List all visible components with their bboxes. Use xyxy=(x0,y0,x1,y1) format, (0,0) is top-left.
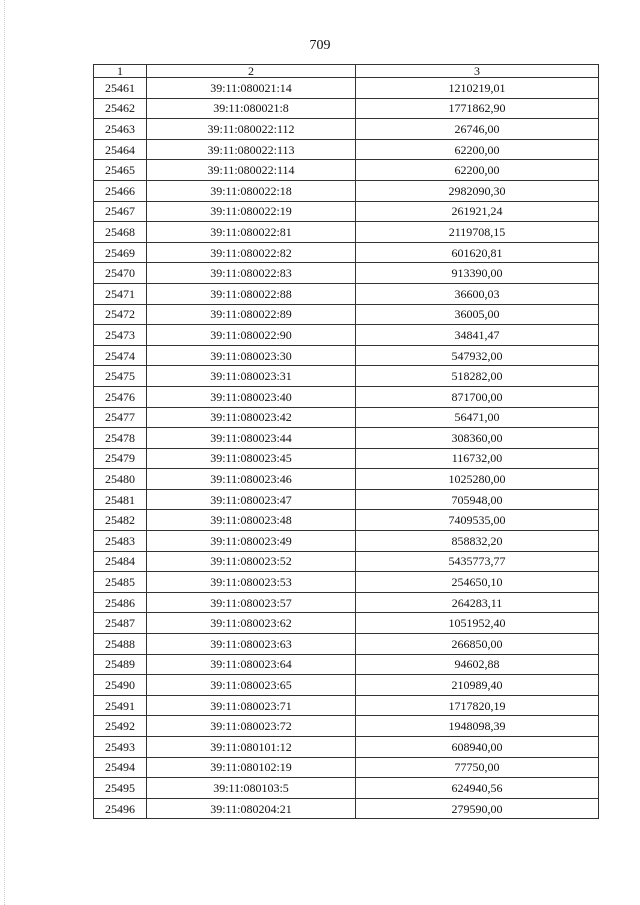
row-number-cell: 25469 xyxy=(94,242,147,263)
row-number-cell: 25465 xyxy=(94,160,147,181)
cadastral-number-cell: 39:11:080023:53 xyxy=(147,572,356,593)
row-number-cell: 25475 xyxy=(94,366,147,387)
cadastral-number-cell: 39:11:080023:42 xyxy=(147,407,356,428)
value-cell: 1717820,19 xyxy=(356,695,599,716)
value-cell: 547932,00 xyxy=(356,345,599,366)
row-number-cell: 25463 xyxy=(94,119,147,140)
row-number-cell: 25462 xyxy=(94,98,147,119)
value-cell: 608940,00 xyxy=(356,737,599,758)
cadastral-number-cell: 39:11:080023:40 xyxy=(147,386,356,407)
table-row xyxy=(94,716,599,737)
page-number: 709 xyxy=(309,38,331,53)
value-cell: 871700,00 xyxy=(356,386,599,407)
column-header-1: 1 xyxy=(94,65,147,78)
row-number-cell: 25464 xyxy=(94,139,147,160)
row-number-cell: 25474 xyxy=(94,345,147,366)
row-number-cell: 25466 xyxy=(94,180,147,201)
row-number-cell: 25489 xyxy=(94,654,147,675)
row-number-cell: 25481 xyxy=(94,489,147,510)
cadastral-number-cell: 39:11:080103:5 xyxy=(147,778,356,799)
cadastral-number-cell: 39:11:080023:71 xyxy=(147,695,356,716)
value-cell: 5435773,77 xyxy=(356,551,599,572)
data-table-container xyxy=(93,64,598,819)
cadastral-number-cell: 39:11:080022:81 xyxy=(147,222,356,243)
row-number-cell: 25472 xyxy=(94,304,147,325)
value-cell: 308360,00 xyxy=(356,428,599,449)
value-cell: 264283,11 xyxy=(356,592,599,613)
row-number-cell: 25478 xyxy=(94,428,147,449)
table-row xyxy=(94,139,599,160)
table-row xyxy=(94,510,599,531)
row-number-cell: 25471 xyxy=(94,283,147,304)
table-row xyxy=(94,572,599,593)
table-row xyxy=(94,448,599,469)
cadastral-number-cell: 39:11:080023:52 xyxy=(147,551,356,572)
table-row xyxy=(94,675,599,696)
table-header-row xyxy=(94,65,599,78)
value-cell: 624940,56 xyxy=(356,778,599,799)
table-row xyxy=(94,386,599,407)
row-number-cell: 25491 xyxy=(94,695,147,716)
value-cell: 266850,00 xyxy=(356,634,599,655)
value-cell: 1771862,90 xyxy=(356,98,599,119)
row-number-cell: 25479 xyxy=(94,448,147,469)
column-header-2: 2 xyxy=(147,65,356,78)
table-row xyxy=(94,695,599,716)
table-row xyxy=(94,654,599,675)
table-row xyxy=(94,613,599,634)
table-row xyxy=(94,283,599,304)
value-cell: 858832,20 xyxy=(356,531,599,552)
row-number-cell: 25496 xyxy=(94,798,147,819)
row-number-cell: 25487 xyxy=(94,613,147,634)
row-number-cell: 25473 xyxy=(94,325,147,346)
row-number-cell: 25480 xyxy=(94,469,147,490)
value-cell: 36600,03 xyxy=(356,283,599,304)
cadastral-number-cell: 39:11:080022:19 xyxy=(147,201,356,222)
table-row xyxy=(94,592,599,613)
cadastral-number-cell: 39:11:080022:88 xyxy=(147,283,356,304)
value-cell: 7409535,00 xyxy=(356,510,599,531)
table-row xyxy=(94,634,599,655)
row-number-cell: 25494 xyxy=(94,757,147,778)
table-row xyxy=(94,180,599,201)
row-number-cell: 25477 xyxy=(94,407,147,428)
value-cell: 36005,00 xyxy=(356,304,599,325)
cadastral-number-cell: 39:11:080023:44 xyxy=(147,428,356,449)
table-row xyxy=(94,469,599,490)
table-row xyxy=(94,757,599,778)
table-row xyxy=(94,119,599,140)
value-cell: 77750,00 xyxy=(356,757,599,778)
table-row xyxy=(94,201,599,222)
table-row xyxy=(94,78,599,99)
cadastral-number-cell: 39:11:080022:90 xyxy=(147,325,356,346)
table-row xyxy=(94,263,599,284)
cadastral-number-cell: 39:11:080023:48 xyxy=(147,510,356,531)
table-row xyxy=(94,242,599,263)
row-number-cell: 25470 xyxy=(94,263,147,284)
table-row xyxy=(94,160,599,181)
table-row xyxy=(94,428,599,449)
cadastral-number-cell: 39:11:080022:83 xyxy=(147,263,356,284)
cadastral-number-cell: 39:11:080101:12 xyxy=(147,737,356,758)
value-cell: 913390,00 xyxy=(356,263,599,284)
row-number-cell: 25482 xyxy=(94,510,147,531)
cadastral-number-cell: 39:11:080022:113 xyxy=(147,139,356,160)
column-header-3: 3 xyxy=(356,65,599,78)
value-cell: 1051952,40 xyxy=(356,613,599,634)
value-cell: 1025280,00 xyxy=(356,469,599,490)
table-row xyxy=(94,798,599,819)
value-cell: 601620,81 xyxy=(356,242,599,263)
cadastral-number-cell: 39:11:080022:18 xyxy=(147,180,356,201)
data-table xyxy=(93,64,599,819)
row-number-cell: 25476 xyxy=(94,386,147,407)
value-cell: 34841,47 xyxy=(356,325,599,346)
value-cell: 1210219,01 xyxy=(356,78,599,99)
table-row xyxy=(94,778,599,799)
cadastral-number-cell: 39:11:080021:14 xyxy=(147,78,356,99)
cadastral-number-cell: 39:11:080102:19 xyxy=(147,757,356,778)
table-row xyxy=(94,366,599,387)
table-row xyxy=(94,345,599,366)
value-cell: 705948,00 xyxy=(356,489,599,510)
cadastral-number-cell: 39:11:080023:72 xyxy=(147,716,356,737)
table-row xyxy=(94,531,599,552)
row-number-cell: 25467 xyxy=(94,201,147,222)
row-number-cell: 25483 xyxy=(94,531,147,552)
cadastral-number-cell: 39:11:080023:49 xyxy=(147,531,356,552)
cadastral-number-cell: 39:11:080023:46 xyxy=(147,469,356,490)
value-cell: 2982090,30 xyxy=(356,180,599,201)
row-number-cell: 25492 xyxy=(94,716,147,737)
row-number-cell: 25484 xyxy=(94,551,147,572)
table-row xyxy=(94,737,599,758)
value-cell: 94602,88 xyxy=(356,654,599,675)
cadastral-number-cell: 39:11:080021:8 xyxy=(147,98,356,119)
cadastral-number-cell: 39:11:080023:47 xyxy=(147,489,356,510)
value-cell: 279590,00 xyxy=(356,798,599,819)
value-cell: 62200,00 xyxy=(356,139,599,160)
row-number-cell: 25486 xyxy=(94,592,147,613)
cadastral-number-cell: 39:11:080023:45 xyxy=(147,448,356,469)
value-cell: 26746,00 xyxy=(356,119,599,140)
value-cell: 1948098,39 xyxy=(356,716,599,737)
value-cell: 2119708,15 xyxy=(356,222,599,243)
row-number-cell: 25461 xyxy=(94,78,147,99)
cadastral-number-cell: 39:11:080023:57 xyxy=(147,592,356,613)
row-number-cell: 25485 xyxy=(94,572,147,593)
cadastral-number-cell: 39:11:080022:112 xyxy=(147,119,356,140)
table-row xyxy=(94,551,599,572)
cadastral-number-cell: 39:11:080023:62 xyxy=(147,613,356,634)
table-row xyxy=(94,98,599,119)
value-cell: 254650,10 xyxy=(356,572,599,593)
table-row xyxy=(94,222,599,243)
cadastral-number-cell: 39:11:080022:82 xyxy=(147,242,356,263)
row-number-cell: 25488 xyxy=(94,634,147,655)
row-number-cell: 25468 xyxy=(94,222,147,243)
cadastral-number-cell: 39:11:080023:63 xyxy=(147,634,356,655)
table-row xyxy=(94,325,599,346)
value-cell: 116732,00 xyxy=(356,448,599,469)
cadastral-number-cell: 39:11:080023:64 xyxy=(147,654,356,675)
row-number-cell: 25493 xyxy=(94,737,147,758)
row-number-cell: 25495 xyxy=(94,778,147,799)
row-number-cell: 25490 xyxy=(94,675,147,696)
value-cell: 62200,00 xyxy=(356,160,599,181)
value-cell: 210989,40 xyxy=(356,675,599,696)
table-row xyxy=(94,489,599,510)
table-row xyxy=(94,304,599,325)
cadastral-number-cell: 39:11:080023:30 xyxy=(147,345,356,366)
value-cell: 56471,00 xyxy=(356,407,599,428)
cadastral-number-cell: 39:11:080023:31 xyxy=(147,366,356,387)
table-body xyxy=(94,78,599,819)
table-row xyxy=(94,407,599,428)
cadastral-number-cell: 39:11:080022:89 xyxy=(147,304,356,325)
scan-edge-artifact xyxy=(4,0,7,905)
cadastral-number-cell: 39:11:080022:114 xyxy=(147,160,356,181)
cadastral-number-cell: 39:11:080204:21 xyxy=(147,798,356,819)
cadastral-number-cell: 39:11:080023:65 xyxy=(147,675,356,696)
value-cell: 261921,24 xyxy=(356,201,599,222)
value-cell: 518282,00 xyxy=(356,366,599,387)
